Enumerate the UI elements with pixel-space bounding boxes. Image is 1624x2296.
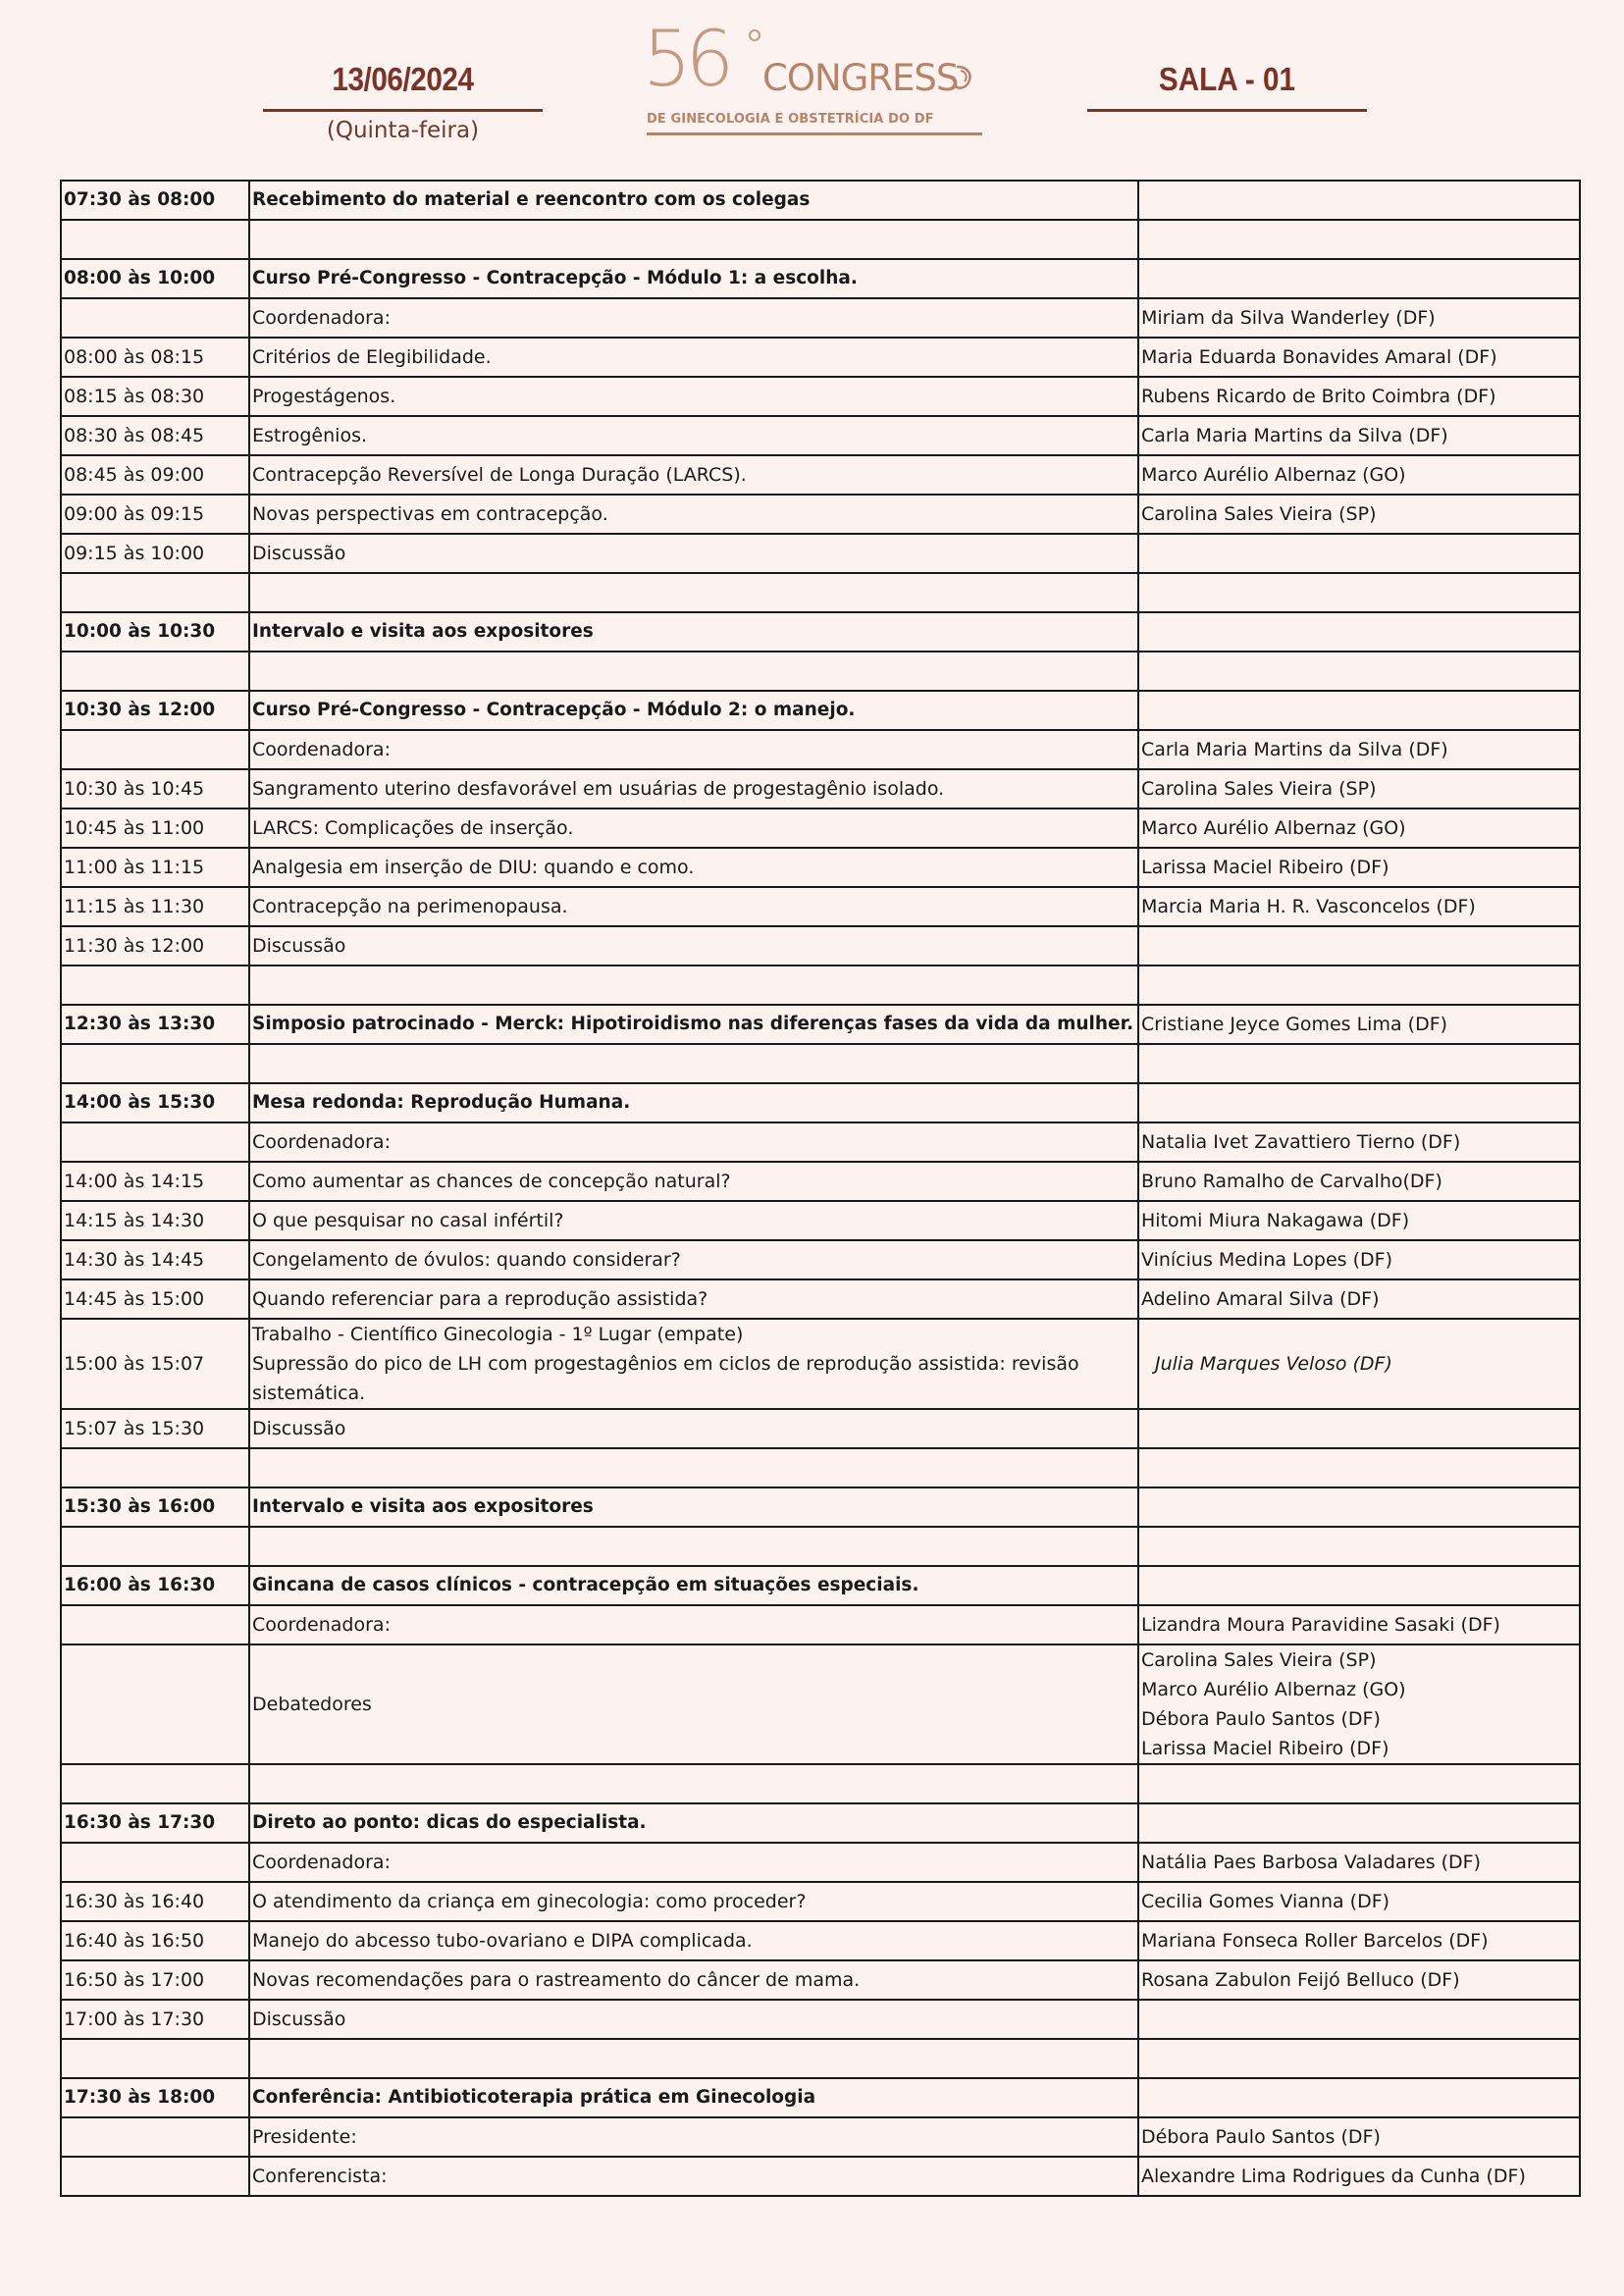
schedule-row	[61, 848, 1580, 887]
time-cell: 10:00 às 10:30	[61, 612, 249, 652]
schedule-row	[61, 2039, 1580, 2078]
room-underline	[1087, 109, 1367, 112]
time-cell: 08:45 às 09:00	[61, 455, 249, 495]
schedule-row	[61, 1527, 1580, 1566]
logo-word: CONGRESS	[762, 57, 959, 99]
speaker-cell	[1138, 965, 1580, 1005]
time-cell: 16:30 às 17:30	[61, 1803, 249, 1843]
schedule-row	[61, 2157, 1580, 2196]
speaker-cell: Mariana Fonseca Roller Barcelos (DF)	[1138, 1921, 1580, 1960]
activity-cell: Curso Pré-Congresso - Contracepção - Módulo 2: o manejo.	[249, 691, 1138, 730]
speaker-cell	[1138, 259, 1580, 298]
time-cell: 15:30 às 16:00	[61, 1487, 249, 1527]
time-cell: 16:00 às 16:30	[61, 1566, 249, 1605]
time-cell	[61, 1605, 249, 1644]
time-cell: 16:30 às 16:40	[61, 1882, 249, 1921]
activity-cell: Recebimento do material e reencontro com os colegas	[249, 181, 1138, 220]
speaker-cell: Hitomi Miura Nakagawa (DF)	[1138, 1201, 1580, 1240]
activity-cell: Progestágenos.	[249, 377, 1138, 416]
activity-cell: Contracepção Reversível de Longa Duração (LARCS).	[249, 455, 1138, 495]
schedule-row	[61, 887, 1580, 926]
time-cell	[61, 2039, 249, 2078]
speaker-cell: Natália Paes Barbosa Valadares (DF)	[1138, 1843, 1580, 1882]
schedule-row	[61, 965, 1580, 1005]
schedule-row	[61, 730, 1580, 769]
activity-cell: Critérios de Elegibilidade.	[249, 338, 1138, 377]
schedule-row	[61, 926, 1580, 965]
activity-cell: Discussão	[249, 926, 1138, 965]
activity-cell: Novas perspectivas em contracepção.	[249, 495, 1138, 534]
time-cell: 07:30 às 08:00	[61, 181, 249, 220]
time-cell: 17:00 às 17:30	[61, 2000, 249, 2039]
activity-cell: Conferência: Antibioticoterapia prática em Ginecologia	[249, 2078, 1138, 2117]
activity-cell: Coordenadora:	[249, 1122, 1138, 1162]
logo-degree-mark	[749, 29, 760, 41]
schedule-row	[61, 1201, 1580, 1240]
activity-cell	[249, 965, 1138, 1005]
schedule-row	[61, 612, 1580, 652]
congress-logo	[643, 16, 991, 142]
activity-cell: Sangramento uterino desfavorável em usuárias de progestagênio isolado.	[249, 769, 1138, 809]
speaker-cell: Cristiane Jeyce Gomes Lima (DF)	[1138, 1005, 1580, 1044]
schedule-body	[61, 181, 1580, 2196]
schedule-row	[61, 1960, 1580, 2000]
speaker-cell: Miriam da Silva Wanderley (DF)	[1138, 298, 1580, 338]
time-cell: 11:30 às 12:00	[61, 926, 249, 965]
time-cell: 09:15 às 10:00	[61, 534, 249, 573]
activity-cell: Curso Pré-Congresso - Contracepção - Módulo 1: a escolha.	[249, 259, 1138, 298]
speaker-cell: Carolina Sales Vieira (SP)	[1138, 495, 1580, 534]
time-cell: 15:00 às 15:07	[61, 1319, 249, 1409]
speaker-cell: Rubens Ricardo de Brito Coimbra (DF)	[1138, 377, 1580, 416]
time-cell	[61, 1764, 249, 1803]
activity-cell	[249, 1044, 1138, 1083]
event-weekday: (Quinta-feira)	[326, 118, 480, 143]
schedule-table	[60, 180, 1581, 2197]
schedule-row	[61, 1764, 1580, 1803]
schedule-row	[61, 220, 1580, 259]
schedule-row	[61, 2000, 1580, 2039]
event-date: 13/06/2024	[332, 61, 474, 97]
time-cell: 10:30 às 12:00	[61, 691, 249, 730]
time-cell: 08:15 às 08:30	[61, 377, 249, 416]
activity-cell	[249, 1527, 1138, 1566]
schedule-row	[61, 1448, 1580, 1487]
schedule-row	[61, 1843, 1580, 1882]
speaker-cell	[1138, 220, 1580, 259]
activity-cell: Coordenadora:	[249, 1605, 1138, 1644]
activity-cell	[249, 220, 1138, 259]
speaker-cell	[1138, 1083, 1580, 1122]
activity-cell: Congelamento de óvulos: quando considerar?	[249, 1240, 1138, 1279]
activity-cell: Estrogênios.	[249, 416, 1138, 455]
speaker-cell: Carla Maria Martins da Silva (DF)	[1138, 416, 1580, 455]
time-cell: 10:45 às 11:00	[61, 809, 249, 848]
schedule-row	[61, 1122, 1580, 1162]
speaker-cell	[1138, 1527, 1580, 1566]
time-cell: 15:07 às 15:30	[61, 1409, 249, 1448]
time-cell: 08:00 às 08:15	[61, 338, 249, 377]
speaker-cell	[1138, 1764, 1580, 1803]
time-cell	[61, 1448, 249, 1487]
speaker-cell: Natalia Ivet Zavattiero Tierno (DF)	[1138, 1122, 1580, 1162]
speaker-cell: Vinícius Medina Lopes (DF)	[1138, 1240, 1580, 1279]
activity-cell	[249, 1448, 1138, 1487]
speaker-cell	[1138, 1803, 1580, 1843]
logo-subtitle: DE GINECOLOGIA E OBSTETRÍCIA DO DF	[647, 112, 934, 127]
time-cell	[61, 1122, 249, 1162]
time-cell: 10:30 às 10:45	[61, 769, 249, 809]
speaker-cell	[1138, 573, 1580, 612]
time-cell	[61, 652, 249, 691]
activity-cell: Discussão	[249, 534, 1138, 573]
speaker-cell: Débora Paulo Santos (DF)	[1138, 2117, 1580, 2157]
time-cell	[61, 573, 249, 612]
time-cell	[61, 1527, 249, 1566]
activity-cell: Coordenadora:	[249, 1843, 1138, 1882]
schedule-row	[61, 809, 1580, 848]
schedule-row	[61, 652, 1580, 691]
schedule-row	[61, 2078, 1580, 2117]
schedule-row	[61, 1319, 1580, 1409]
activity-cell: Coordenadora:	[249, 730, 1138, 769]
schedule-row	[61, 1005, 1580, 1044]
time-cell	[61, 2157, 249, 2196]
speaker-cell: Marco Aurélio Albernaz (GO)	[1138, 455, 1580, 495]
activity-cell: O que pesquisar no casal infértil?	[249, 1201, 1138, 1240]
activity-cell: Novas recomendações para o rastreamento do câncer de mama.	[249, 1960, 1138, 2000]
speaker-cell	[1138, 1566, 1580, 1605]
speaker-cell: Julia Marques Veloso (DF)	[1138, 1319, 1580, 1409]
time-cell: 09:00 às 09:15	[61, 495, 249, 534]
schedule-row	[61, 1279, 1580, 1319]
activity-cell: LARCS: Complicações de inserção.	[249, 809, 1138, 848]
activity-cell: Direto ao ponto: dicas do especialista.	[249, 1803, 1138, 1843]
time-cell: 08:30 às 08:45	[61, 416, 249, 455]
activity-cell: Discussão	[249, 2000, 1138, 2039]
time-cell: 12:30 às 13:30	[61, 1005, 249, 1044]
time-cell: 16:50 às 17:00	[61, 1960, 249, 2000]
schedule-row	[61, 416, 1580, 455]
time-cell	[61, 1044, 249, 1083]
speaker-cell: Larissa Maciel Ribeiro (DF)	[1138, 848, 1580, 887]
activity-cell: Conferencista:	[249, 2157, 1138, 2196]
schedule-row	[61, 377, 1580, 416]
logo-number: 56	[643, 16, 729, 104]
schedule-row	[61, 1487, 1580, 1527]
time-cell	[61, 730, 249, 769]
speaker-cell: Rosana Zabulon Feijó Belluco (DF)	[1138, 1960, 1580, 2000]
activity-cell: Discussão	[249, 1409, 1138, 1448]
speaker-cell	[1138, 612, 1580, 652]
activity-cell: Intervalo e visita aos expositores	[249, 612, 1138, 652]
activity-cell: Debatedores	[249, 1644, 1138, 1764]
activity-cell: Intervalo e visita aos expositores	[249, 1487, 1138, 1527]
speaker-cell	[1138, 1409, 1580, 1448]
schedule-row	[61, 1162, 1580, 1201]
schedule-row	[61, 1921, 1580, 1960]
speaker-cell: Cecilia Gomes Vianna (DF)	[1138, 1882, 1580, 1921]
activity-cell: O atendimento da criança em ginecologia: como proceder?	[249, 1882, 1138, 1921]
speaker-cell: Lizandra Moura Paravidine Sasaki (DF)	[1138, 1605, 1580, 1644]
activity-cell	[249, 573, 1138, 612]
schedule-row	[61, 1240, 1580, 1279]
time-cell: 11:15 às 11:30	[61, 887, 249, 926]
time-cell: 14:30 às 14:45	[61, 1240, 249, 1279]
speaker-cell: Alexandre Lima Rodrigues da Cunha (DF)	[1138, 2157, 1580, 2196]
activity-cell: Coordenadora:	[249, 298, 1138, 338]
speaker-cell	[1138, 2000, 1580, 2039]
schedule-row	[61, 1409, 1580, 1448]
schedule-row	[61, 691, 1580, 730]
schedule-row	[61, 455, 1580, 495]
schedule-row	[61, 338, 1580, 377]
activity-cell: Simposio patrocinado - Merck: Hipotiroidismo nas diferenças fases da vida da mulher.	[249, 1005, 1138, 1044]
schedule-row	[61, 1882, 1580, 1921]
schedule-row	[61, 1044, 1580, 1083]
schedule-row	[61, 1644, 1580, 1764]
speaker-cell	[1138, 1448, 1580, 1487]
schedule-row	[61, 1605, 1580, 1644]
speaker-cell: Bruno Ramalho de Carvalho(DF)	[1138, 1162, 1580, 1201]
schedule-row	[61, 298, 1580, 338]
speaker-cell	[1138, 691, 1580, 730]
activity-cell	[249, 1764, 1138, 1803]
time-cell	[61, 1644, 249, 1764]
activity-cell	[249, 2039, 1138, 2078]
speaker-cell	[1138, 652, 1580, 691]
time-cell: 11:00 às 11:15	[61, 848, 249, 887]
schedule-row	[61, 2117, 1580, 2157]
speaker-cell: Marco Aurélio Albernaz (GO)	[1138, 809, 1580, 848]
speaker-cell: Maria Eduarda Bonavides Amaral (DF)	[1138, 338, 1580, 377]
time-cell	[61, 2117, 249, 2157]
speaker-cell: Carolina Sales Vieira (SP)	[1138, 769, 1580, 809]
activity-cell: Contracepção na perimenopausa.	[249, 887, 1138, 926]
speaker-cell	[1138, 534, 1580, 573]
schedule-row	[61, 1083, 1580, 1122]
speaker-cell: Adelino Amaral Silva (DF)	[1138, 1279, 1580, 1319]
activity-cell: Como aumentar as chances de concepção natural?	[249, 1162, 1138, 1201]
time-cell: 14:00 às 15:30	[61, 1083, 249, 1122]
speaker-cell	[1138, 926, 1580, 965]
schedule-row	[61, 1803, 1580, 1843]
room-label: SALA - 01	[1158, 61, 1296, 97]
speaker-cell: Carolina Sales Vieira (SP) Marco Aurélio Albernaz (GO) Débora Paulo Santos (DF) Larissa Maciel Ribeiro (DF)	[1138, 1644, 1580, 1764]
time-cell	[61, 1843, 249, 1882]
time-cell: 14:45 às 15:00	[61, 1279, 249, 1319]
activity-cell: Quando referenciar para a reprodução assistida?	[249, 1279, 1138, 1319]
time-cell: 17:30 às 18:00	[61, 2078, 249, 2117]
schedule-row	[61, 181, 1580, 220]
activity-cell: Manejo do abcesso tubo-ovariano e DIPA complicada.	[249, 1921, 1138, 1960]
logo-underline	[647, 132, 982, 135]
time-cell: 14:00 às 14:15	[61, 1162, 249, 1201]
date-underline	[263, 109, 543, 112]
time-cell	[61, 965, 249, 1005]
activity-cell: Gincana de casos clínicos - contracepção em situações especiais.	[249, 1566, 1138, 1605]
speaker-cell	[1138, 181, 1580, 220]
speaker-cell: Carla Maria Martins da Silva (DF)	[1138, 730, 1580, 769]
schedule-row	[61, 495, 1580, 534]
speaker-cell: Marcia Maria H. R. Vasconcelos (DF)	[1138, 887, 1580, 926]
speaker-cell	[1138, 1487, 1580, 1527]
time-cell: 08:00 às 10:00	[61, 259, 249, 298]
time-cell: 14:15 às 14:30	[61, 1201, 249, 1240]
time-cell: 16:40 às 16:50	[61, 1921, 249, 1960]
activity-cell: Analgesia em inserção de DIU: quando e como.	[249, 848, 1138, 887]
schedule-row	[61, 573, 1580, 612]
activity-cell: Presidente:	[249, 2117, 1138, 2157]
schedule-row	[61, 769, 1580, 809]
speaker-cell	[1138, 2039, 1580, 2078]
schedule-row	[61, 259, 1580, 298]
time-cell	[61, 298, 249, 338]
time-cell	[61, 220, 249, 259]
activity-cell: Mesa redonda: Reprodução Humana.	[249, 1083, 1138, 1122]
schedule-row	[61, 1566, 1580, 1605]
schedule-row	[61, 534, 1580, 573]
speaker-cell	[1138, 1044, 1580, 1083]
speaker-cell	[1138, 2078, 1580, 2117]
activity-cell	[249, 652, 1138, 691]
logo-swirl-icon	[951, 63, 976, 92]
activity-cell: Trabalho - Científico Ginecologia - 1º Lugar (empate) Supressão do pico de LH com progestagênios em ciclos de reprodução assistida: revisão sistemática.	[249, 1319, 1138, 1409]
